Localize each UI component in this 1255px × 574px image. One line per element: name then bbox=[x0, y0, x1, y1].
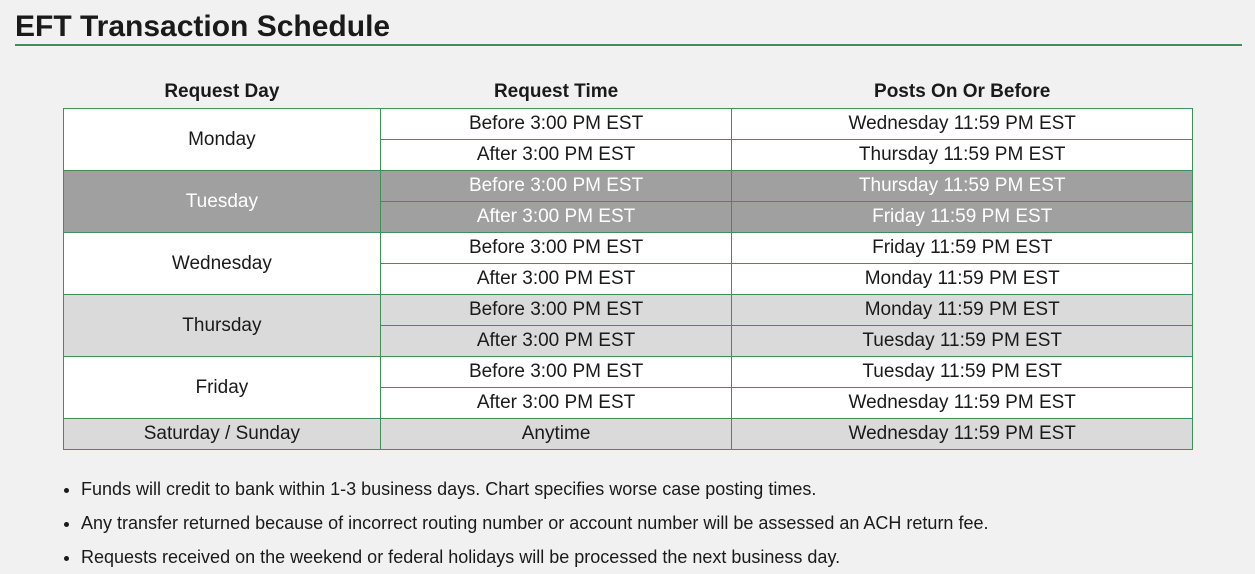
posts-on-cell: Wednesday 11:59 PM EST bbox=[732, 419, 1193, 450]
request-time-cell: Before 3:00 PM EST bbox=[380, 109, 732, 140]
request-day-cell: Tuesday bbox=[64, 171, 381, 233]
posts-on-cell: Friday 11:59 PM EST bbox=[732, 233, 1193, 264]
list-item: • Any transfer returned because of incorrect routing number or account number will be assessed an ACH return fee. bbox=[81, 506, 1231, 540]
posts-on-cell: Thursday 11:59 PM EST bbox=[732, 171, 1193, 202]
header-row bbox=[64, 72, 1193, 109]
request-time-cell: Before 3:00 PM EST bbox=[380, 233, 732, 264]
posts-on-cell: Monday 11:59 PM EST bbox=[732, 264, 1193, 295]
posts-on-cell: Friday 11:59 PM EST bbox=[732, 202, 1193, 233]
request-day-cell: Wednesday bbox=[64, 233, 381, 295]
list-item: • Requests received on the weekend or federal holidays will be processed the next business day. bbox=[81, 540, 1231, 574]
request-time-cell: After 3:00 PM EST bbox=[380, 326, 732, 357]
request-day-cell: Thursday bbox=[64, 295, 381, 357]
header-request-time: Request Time bbox=[493, 81, 619, 102]
request-time-cell: Before 3:00 PM EST bbox=[380, 295, 732, 326]
notes-list bbox=[63, 472, 1231, 574]
request-time-cell: After 3:00 PM EST bbox=[380, 202, 732, 233]
table-row bbox=[64, 109, 1193, 140]
request-time-cell: Before 3:00 PM EST bbox=[380, 171, 732, 202]
schedule-table bbox=[63, 72, 1193, 450]
posts-on-cell: Tuesday 11:59 PM EST bbox=[732, 357, 1193, 388]
list-item: • Funds will credit to bank within 1-3 business days. Chart specifies worse case posting times. bbox=[81, 472, 1231, 506]
title-divider bbox=[15, 44, 1242, 46]
request-day-cell: Saturday / Sunday bbox=[64, 419, 381, 450]
header-posts-on-or-before: Posts On Or Before bbox=[874, 81, 1051, 102]
header-request-day: Request Day bbox=[164, 81, 280, 102]
request-day-cell: Monday bbox=[64, 109, 381, 171]
request-time-cell: Anytime bbox=[380, 419, 732, 450]
page-title: EFT Transaction Schedule bbox=[15, 10, 391, 43]
posts-on-cell: Thursday 11:59 PM EST bbox=[732, 140, 1193, 171]
request-time-cell: After 3:00 PM EST bbox=[380, 140, 732, 171]
table-row bbox=[64, 171, 1193, 202]
table-row bbox=[64, 357, 1193, 388]
request-time-cell: After 3:00 PM EST bbox=[380, 388, 732, 419]
table-row bbox=[64, 419, 1193, 450]
table-row bbox=[64, 233, 1193, 264]
posts-on-cell: Tuesday 11:59 PM EST bbox=[732, 326, 1193, 357]
posts-on-cell: Wednesday 11:59 PM EST bbox=[732, 388, 1193, 419]
posts-on-cell: Wednesday 11:59 PM EST bbox=[732, 109, 1193, 140]
request-time-cell: After 3:00 PM EST bbox=[380, 264, 732, 295]
posts-on-cell: Monday 11:59 PM EST bbox=[732, 295, 1193, 326]
request-time-cell: Before 3:00 PM EST bbox=[380, 357, 732, 388]
request-day-cell: Friday bbox=[64, 357, 381, 419]
table-row bbox=[64, 295, 1193, 326]
